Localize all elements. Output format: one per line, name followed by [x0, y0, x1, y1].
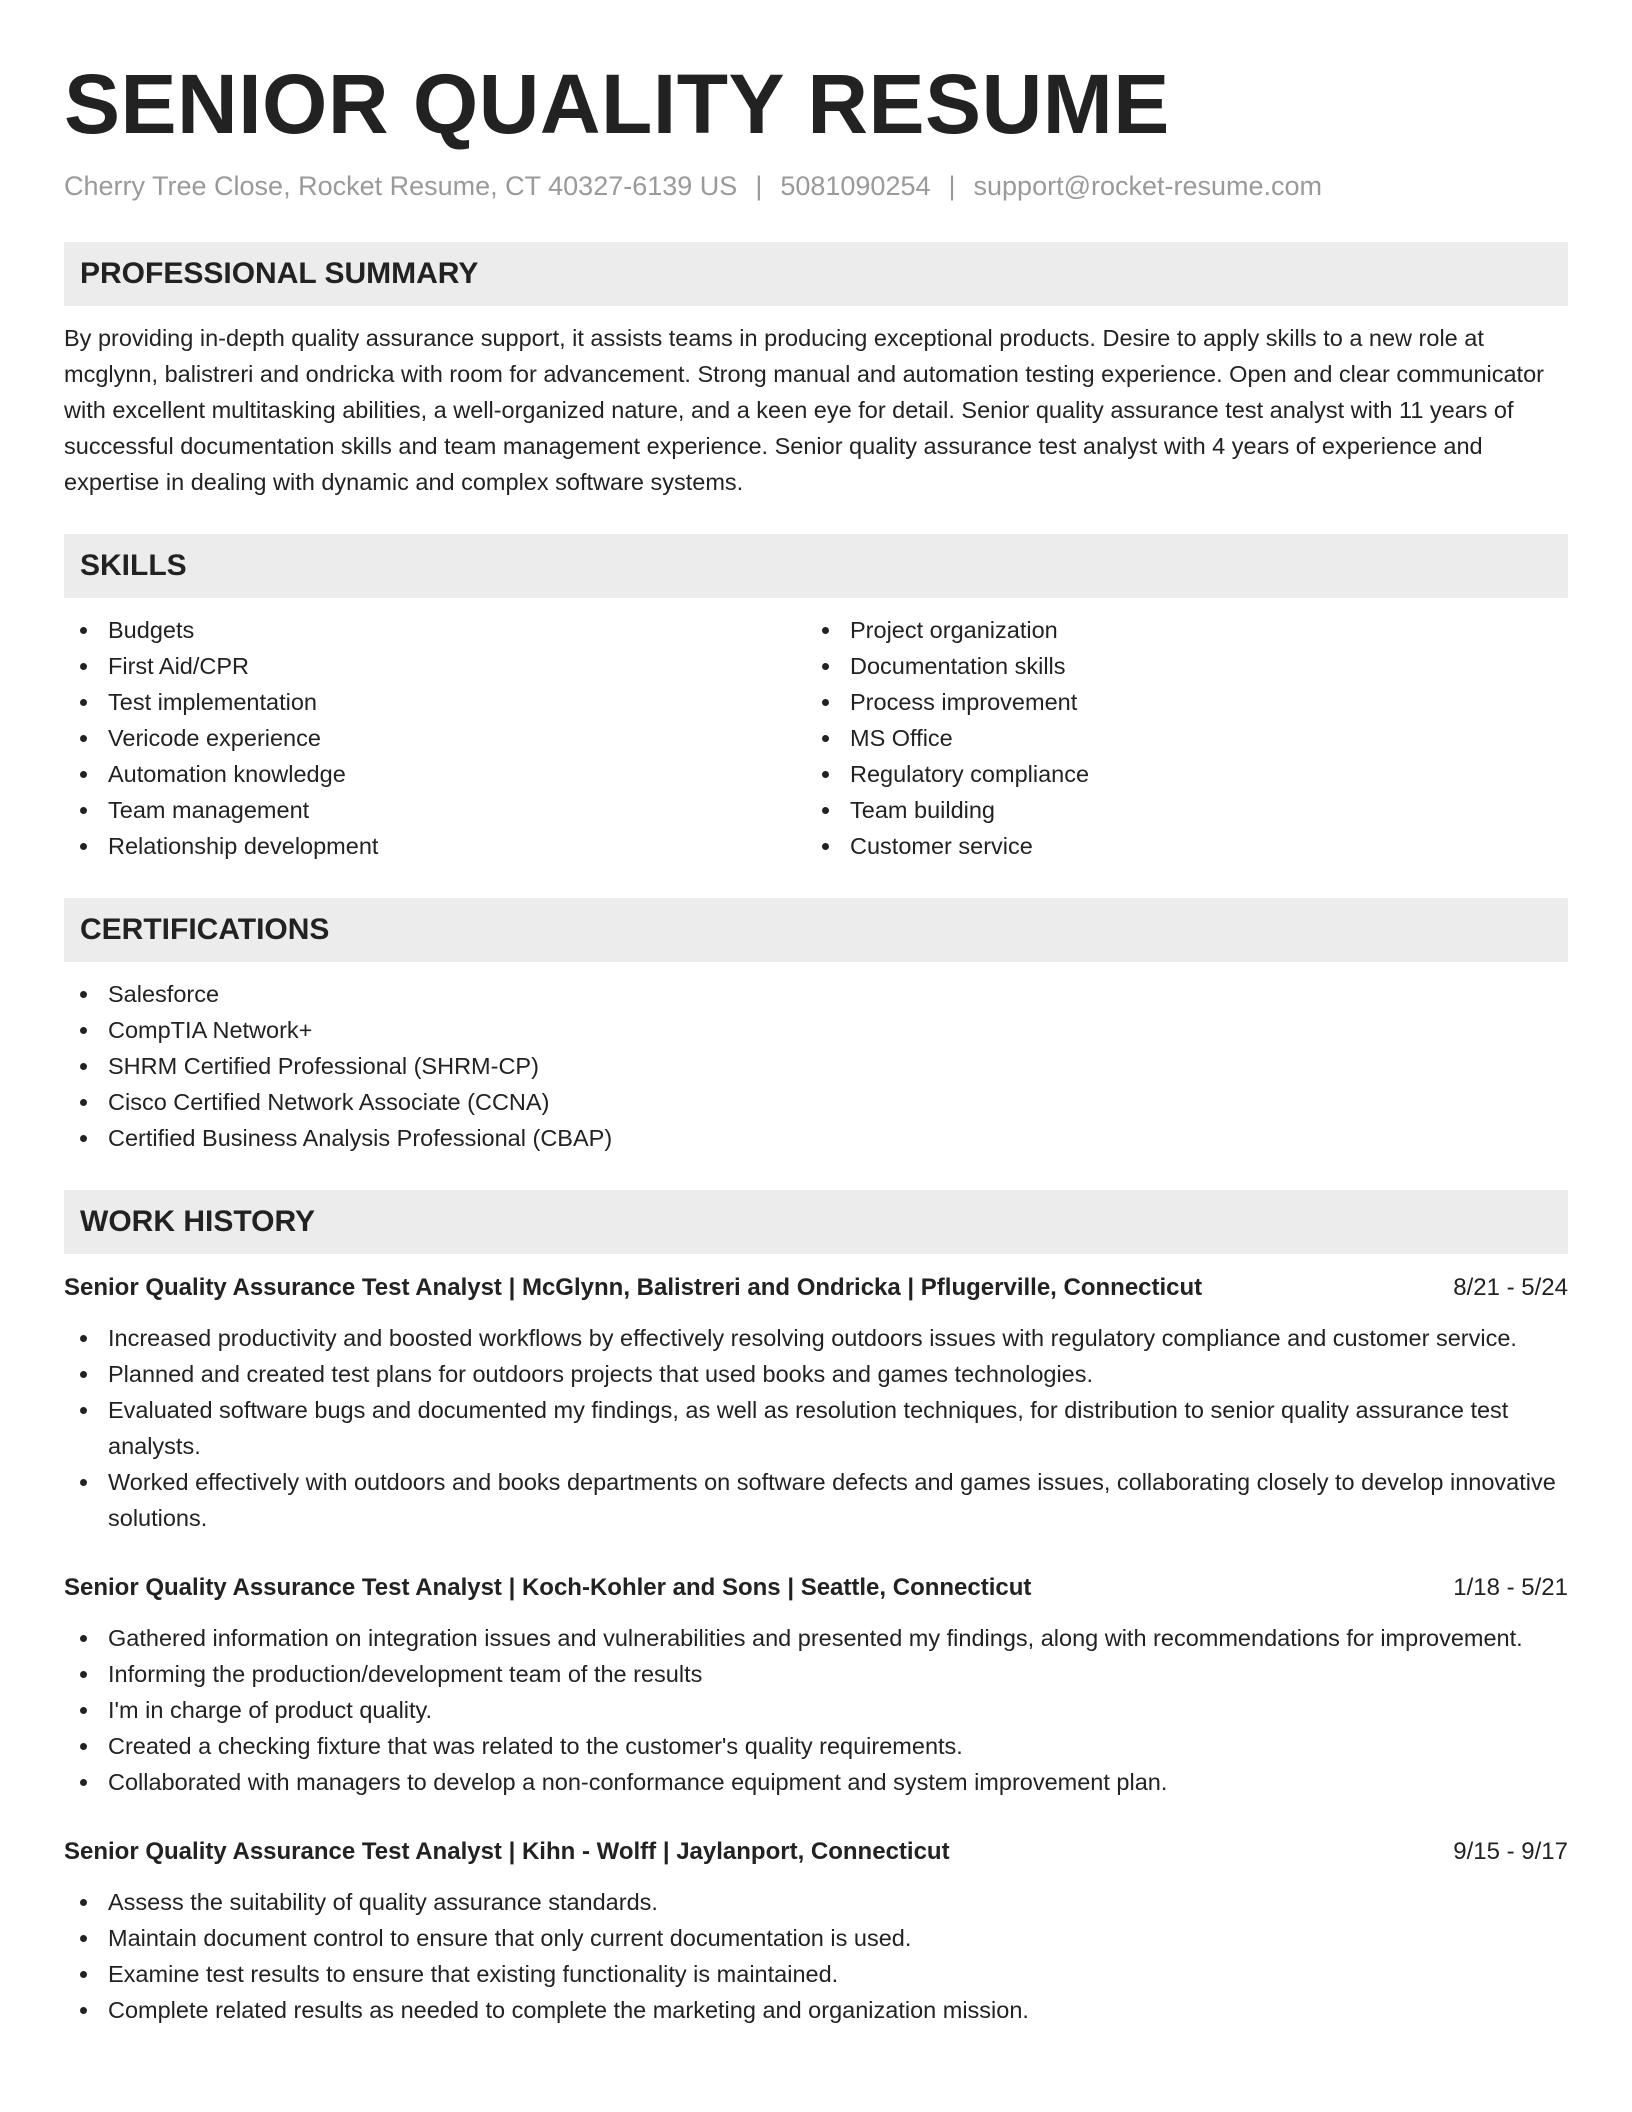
skill-item: MS Office	[806, 720, 1548, 756]
job-header	[64, 1834, 1568, 1870]
job-bullet: Evaluated software bugs and documented my findings, as well as resolution techniques, for distribution to senior quality assurance test analysts.	[64, 1392, 1568, 1464]
summary-section	[64, 242, 1568, 500]
job-bullet: Created a checking fixture that was related to the customer's quality requirements.	[64, 1728, 1568, 1764]
skill-item: Automation knowledge	[64, 756, 806, 792]
job-bullet: Informing the production/development team of the results	[64, 1656, 1568, 1692]
job-bullets	[64, 1884, 1568, 2028]
summary-heading: PROFESSIONAL SUMMARY	[64, 242, 1568, 306]
work-history-section	[64, 1190, 1568, 2028]
job-title: Senior Quality Assurance Test Analyst | McGlynn, Balistreri and Ondricka | Pflugerville, Connecticut	[64, 1274, 1203, 1301]
certification-item: SHRM Certified Professional (SHRM-CP)	[64, 1048, 1568, 1084]
skill-item: Budgets	[64, 612, 806, 648]
job-dates: 8/21 - 5/24	[1453, 1274, 1568, 1301]
skill-item: Documentation skills	[806, 648, 1548, 684]
skill-item: Relationship development	[64, 828, 806, 864]
skill-item: Process improvement	[806, 684, 1548, 720]
skill-item: Team management	[64, 792, 806, 828]
job-dates: 9/15 - 9/17	[1453, 1838, 1568, 1865]
certification-item: Certified Business Analysis Professional (CBAP)	[64, 1120, 1568, 1156]
skill-item: Regulatory compliance	[806, 756, 1548, 792]
job-header	[64, 1270, 1568, 1306]
job-bullets	[64, 1620, 1568, 1800]
contact-address: Cherry Tree Close, Rocket Resume, CT 40327-6139 US	[64, 171, 738, 201]
contact-phone: 5081090254	[780, 171, 931, 201]
job-title: Senior Quality Assurance Test Analyst | Koch-Kohler and Sons | Seattle, Connecticut	[64, 1574, 1032, 1601]
job-bullet: I'm in charge of product quality.	[64, 1692, 1568, 1728]
job-bullets	[64, 1320, 1568, 1536]
skill-item: First Aid/CPR	[64, 648, 806, 684]
skill-item: Customer service	[806, 828, 1548, 864]
skills-heading: SKILLS	[64, 534, 1568, 598]
certifications-heading: CERTIFICATIONS	[64, 898, 1568, 962]
work-history-heading: WORK HISTORY	[64, 1190, 1568, 1254]
skill-item: Test implementation	[64, 684, 806, 720]
skills-right-list	[806, 612, 1548, 864]
certifications-section	[64, 898, 1568, 1156]
resume-title: SENIOR QUALITY RESUME	[64, 57, 1170, 151]
summary-text: By providing in-depth quality assurance support, it assists teams in producing exceptional products. Desire to apply skills to a new role at mcglynn, balistreri and ondricka with room for advancement. Strong manual and automation testing experience. Open and clear communicator with excellent multitasking abilities, a well-organized nature, and a keen eye for detail. Senior quality assurance test analyst with 11 years of successful documentation skills and team management experience. Senior quality assurance test analyst with 4 years of experience and expertise in dealing with dynamic and complex software systems.	[64, 325, 1544, 495]
job-bullet: Examine test results to ensure that existing functionality is maintained.	[64, 1956, 1568, 1992]
job-dates: 1/18 - 5/21	[1453, 1574, 1568, 1601]
job-entry	[64, 1270, 1568, 1536]
job-bullet: Increased productivity and boosted workflows by effectively resolving outdoors issues with regulatory compliance and customer service.	[64, 1320, 1568, 1356]
job-entry	[64, 1570, 1568, 1800]
job-title: Senior Quality Assurance Test Analyst | Kihn - Wolff | Jaylanport, Connecticut	[64, 1838, 950, 1865]
job-bullet: Worked effectively with outdoors and books departments on software defects and games issues, collaborating closely to develop innovative solutions.	[64, 1464, 1568, 1536]
job-bullet: Planned and created test plans for outdoors projects that used books and games technologies.	[64, 1356, 1568, 1392]
skills-left-list	[64, 612, 806, 864]
job-header	[64, 1570, 1568, 1606]
contact-email: support@rocket-resume.com	[973, 171, 1323, 201]
contact-separator: |	[755, 171, 763, 201]
skill-item: Team building	[806, 792, 1548, 828]
job-bullet: Gathered information on integration issues and vulnerabilities and presented my findings, along with recommendations for improvement.	[64, 1620, 1568, 1656]
certification-item: CompTIA Network+	[64, 1012, 1568, 1048]
job-bullet: Complete related results as needed to complete the marketing and organization mission.	[64, 1992, 1568, 2028]
contact-line	[64, 168, 1568, 204]
skills-grid	[64, 612, 1568, 864]
job-entry	[64, 1834, 1568, 2028]
certification-item: Salesforce	[64, 976, 1568, 1012]
certifications-list	[64, 976, 1568, 1156]
skills-section	[64, 534, 1568, 864]
contact-separator: |	[948, 171, 956, 201]
job-bullet: Assess the suitability of quality assurance standards.	[64, 1884, 1568, 1920]
skill-item: Project organization	[806, 612, 1548, 648]
skill-item: Vericode experience	[64, 720, 806, 756]
job-bullet: Collaborated with managers to develop a non-conformance equipment and system improvement plan.	[64, 1764, 1568, 1800]
certification-item: Cisco Certified Network Associate (CCNA)	[64, 1084, 1568, 1120]
job-bullet: Maintain document control to ensure that only current documentation is used.	[64, 1920, 1568, 1956]
